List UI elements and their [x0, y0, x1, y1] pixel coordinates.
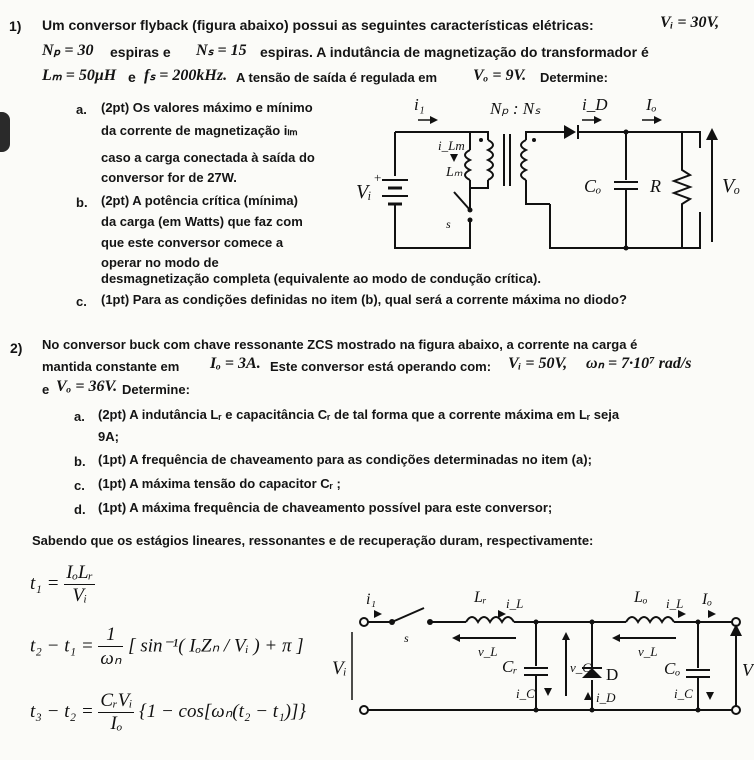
- q2-io: Iₒ = 3A.: [210, 355, 261, 372]
- q2-wn: ωₙ = 7·10⁷ rad/s: [586, 355, 692, 372]
- q1-vi: Vᵢ = 30V,: [660, 14, 720, 31]
- eq1-denominator: Vᵢ: [72, 585, 88, 606]
- zcs-Lr-label: Lᵣ: [474, 589, 487, 606]
- eq3-fraction: [98, 690, 134, 735]
- q1-np: Nₚ = 30: [42, 42, 94, 59]
- eq3-numerator: CᵣVᵢ: [100, 690, 133, 711]
- zcs-vC-label: v_C: [570, 660, 591, 675]
- flyback-circuit-diagram: [350, 92, 750, 262]
- q2-line2-rest: Este conversor está operando com:: [270, 359, 492, 374]
- q2-item-d-text: (1pt) A máxima frequência de chaveamento possível para este conversor;: [98, 500, 553, 515]
- q2-item-a-text: (2pt) A indutância Lᵣ e capacitância Cᵣ de tal forma que a corrente máxima em Lᵣ seja: [98, 407, 620, 422]
- flyback-R-label: R: [650, 176, 661, 196]
- zcs-D-label: D: [606, 665, 619, 684]
- q1-fs: fₛ = 200kHz.: [144, 67, 228, 84]
- eq2-lhs: t₂ − t₁ =: [30, 635, 94, 657]
- flyback-Lm-label: Lₘ: [446, 165, 463, 180]
- flyback-turns-label: Nₚ : Nₛ: [490, 99, 541, 118]
- q1-a-l0: (2pt) Os valores máximo e mínimo: [101, 100, 313, 115]
- q2-stages-intro: Sabendo que os estágios lineares, ressonantes e de recuperação duram, respectivamente:: [32, 533, 594, 548]
- zcs-iC1-label: i_C: [516, 686, 535, 701]
- q1-c-text: (1pt) Para as condições definidas no item (b), qual será a corrente máxima no diodo?: [101, 292, 627, 307]
- flyback-Vo-label: Vₒ: [722, 175, 740, 197]
- q2-item-d-label: d.: [74, 502, 86, 517]
- zcs-iC2-label: i_C: [674, 686, 693, 701]
- q2-item-b-text: (1pt) A frequência de chaveamento para as condições determinadas no item (a);: [98, 452, 592, 467]
- flyback-Vi-label: Vᵢ: [356, 181, 372, 203]
- q1-mid: espiras e: [110, 44, 171, 60]
- q1-b-l2: que este conversor comece a: [101, 235, 284, 250]
- q2-item-b-label: b.: [74, 454, 86, 469]
- zcs-iD-label: i_D: [596, 690, 616, 705]
- q2-line2: mantida constante em: [42, 359, 180, 374]
- eq1-fraction: [64, 562, 95, 607]
- eq3-denominator: Iₒ: [110, 713, 123, 734]
- q1-b-label: b.: [76, 195, 88, 210]
- q1-lm: Lₘ = 50μH: [42, 67, 117, 84]
- eq3-lhs: t₃ − t₂ =: [30, 700, 94, 722]
- flyback-i1-label: i₁: [414, 95, 425, 114]
- eq2-body: [ sin⁻¹( IₒZₙ / Vᵢ ) + π ]: [128, 635, 304, 657]
- q1-number: 1): [9, 18, 22, 34]
- zcs-buck-circuit-diagram: [330, 588, 753, 738]
- q2-vi: Vᵢ = 50V,: [508, 355, 568, 372]
- page-edge-shadow: [0, 112, 10, 152]
- zcs-Io-label: Iₒ: [702, 591, 712, 608]
- q1-vo: Vₒ = 9V.: [473, 67, 527, 84]
- q2-item-a-label: a.: [74, 409, 85, 424]
- flyback-Co-label: Cₒ: [584, 176, 602, 196]
- q1-c-label: c.: [76, 294, 87, 309]
- q2-number: 2): [10, 340, 23, 356]
- q1-e: e: [128, 69, 136, 85]
- q2-determine: Determine:: [122, 382, 190, 397]
- q2-item-c-text: (1pt) A máxima tensão do capacitor Cᵣ ;: [98, 476, 341, 491]
- flyback-s-label: s: [446, 217, 451, 231]
- eq1-numerator: IₒLᵣ: [66, 562, 94, 583]
- q1-line1: Um conversor flyback (figura abaixo) possui as seguintes características elétricas:: [42, 17, 594, 33]
- eq2-numerator: 1: [98, 624, 123, 647]
- q1-line3-rest: A tensão de saída é regulada em: [236, 70, 438, 85]
- q1-ns: Nₛ = 15: [196, 42, 247, 59]
- zcs-vL1-label: v_L: [478, 644, 498, 659]
- q2-item-a-cont: 9A;: [98, 429, 119, 444]
- q2-vo: Vₒ = 36V.: [56, 378, 118, 395]
- q1-a-l1: da corrente de magnetização iₗₘ: [101, 123, 298, 138]
- q2-line1: No conversor buck com chave ressonante ZCS mostrado na figura abaixo, a corrente na carga é: [42, 337, 638, 352]
- eq1-lhs: t₁ =: [30, 572, 60, 594]
- q1-b-l1: da carga (em Watts) que faz com: [101, 214, 303, 229]
- eq2-fraction: [98, 624, 123, 670]
- q1-b-l3: operar no modo de: [101, 255, 219, 270]
- zcs-iLo-label: i_L: [666, 596, 684, 611]
- flyback-iLm-label: i_Lm: [438, 138, 465, 153]
- zcs-Cr-label: Cᵣ: [502, 657, 518, 676]
- flyback-plus-label: +: [374, 170, 382, 185]
- q2-item-c-label: c.: [74, 478, 85, 493]
- q1-a-label: a.: [76, 102, 87, 117]
- q2-e: e: [42, 382, 50, 397]
- zcs-i1-label: i₁: [366, 591, 377, 608]
- equation-t2: [30, 624, 304, 670]
- zcs-Co-label: Cₒ: [664, 659, 681, 678]
- q1-b-l0: (2pt) A potência crítica (mínima): [101, 193, 298, 208]
- q1-line2-rest: espiras. A indutância de magnetização do transformador é: [260, 44, 649, 60]
- flyback-Io-label: Iₒ: [646, 95, 657, 114]
- q1-a-l3: conversor for de 27W.: [101, 170, 237, 185]
- zcs-Vi-label: Vᵢ: [332, 658, 347, 679]
- zcs-Lo-label: Lₒ: [634, 589, 648, 606]
- equation-t1: [30, 562, 95, 607]
- eq2-denominator: ωₙ: [100, 648, 122, 669]
- eq3-body: {1 − cos[ωₙ(t₂ − t₁)]}: [139, 700, 307, 722]
- equation-t3: [30, 690, 306, 735]
- zcs-s-label: s: [404, 631, 409, 645]
- flyback-iD-label: i_D: [582, 95, 608, 114]
- q1-determine: Determine:: [540, 70, 608, 85]
- zcs-vL2-label: v_L: [638, 644, 658, 659]
- zcs-iL-label: i_L: [506, 596, 524, 611]
- q1-b-l4: desmagnetização completa (equivalente ao modo de condução crítica).: [101, 271, 541, 286]
- q1-a-l2: caso a carga conectada à saída do: [101, 150, 315, 165]
- zcs-V-label: V: [742, 660, 753, 680]
